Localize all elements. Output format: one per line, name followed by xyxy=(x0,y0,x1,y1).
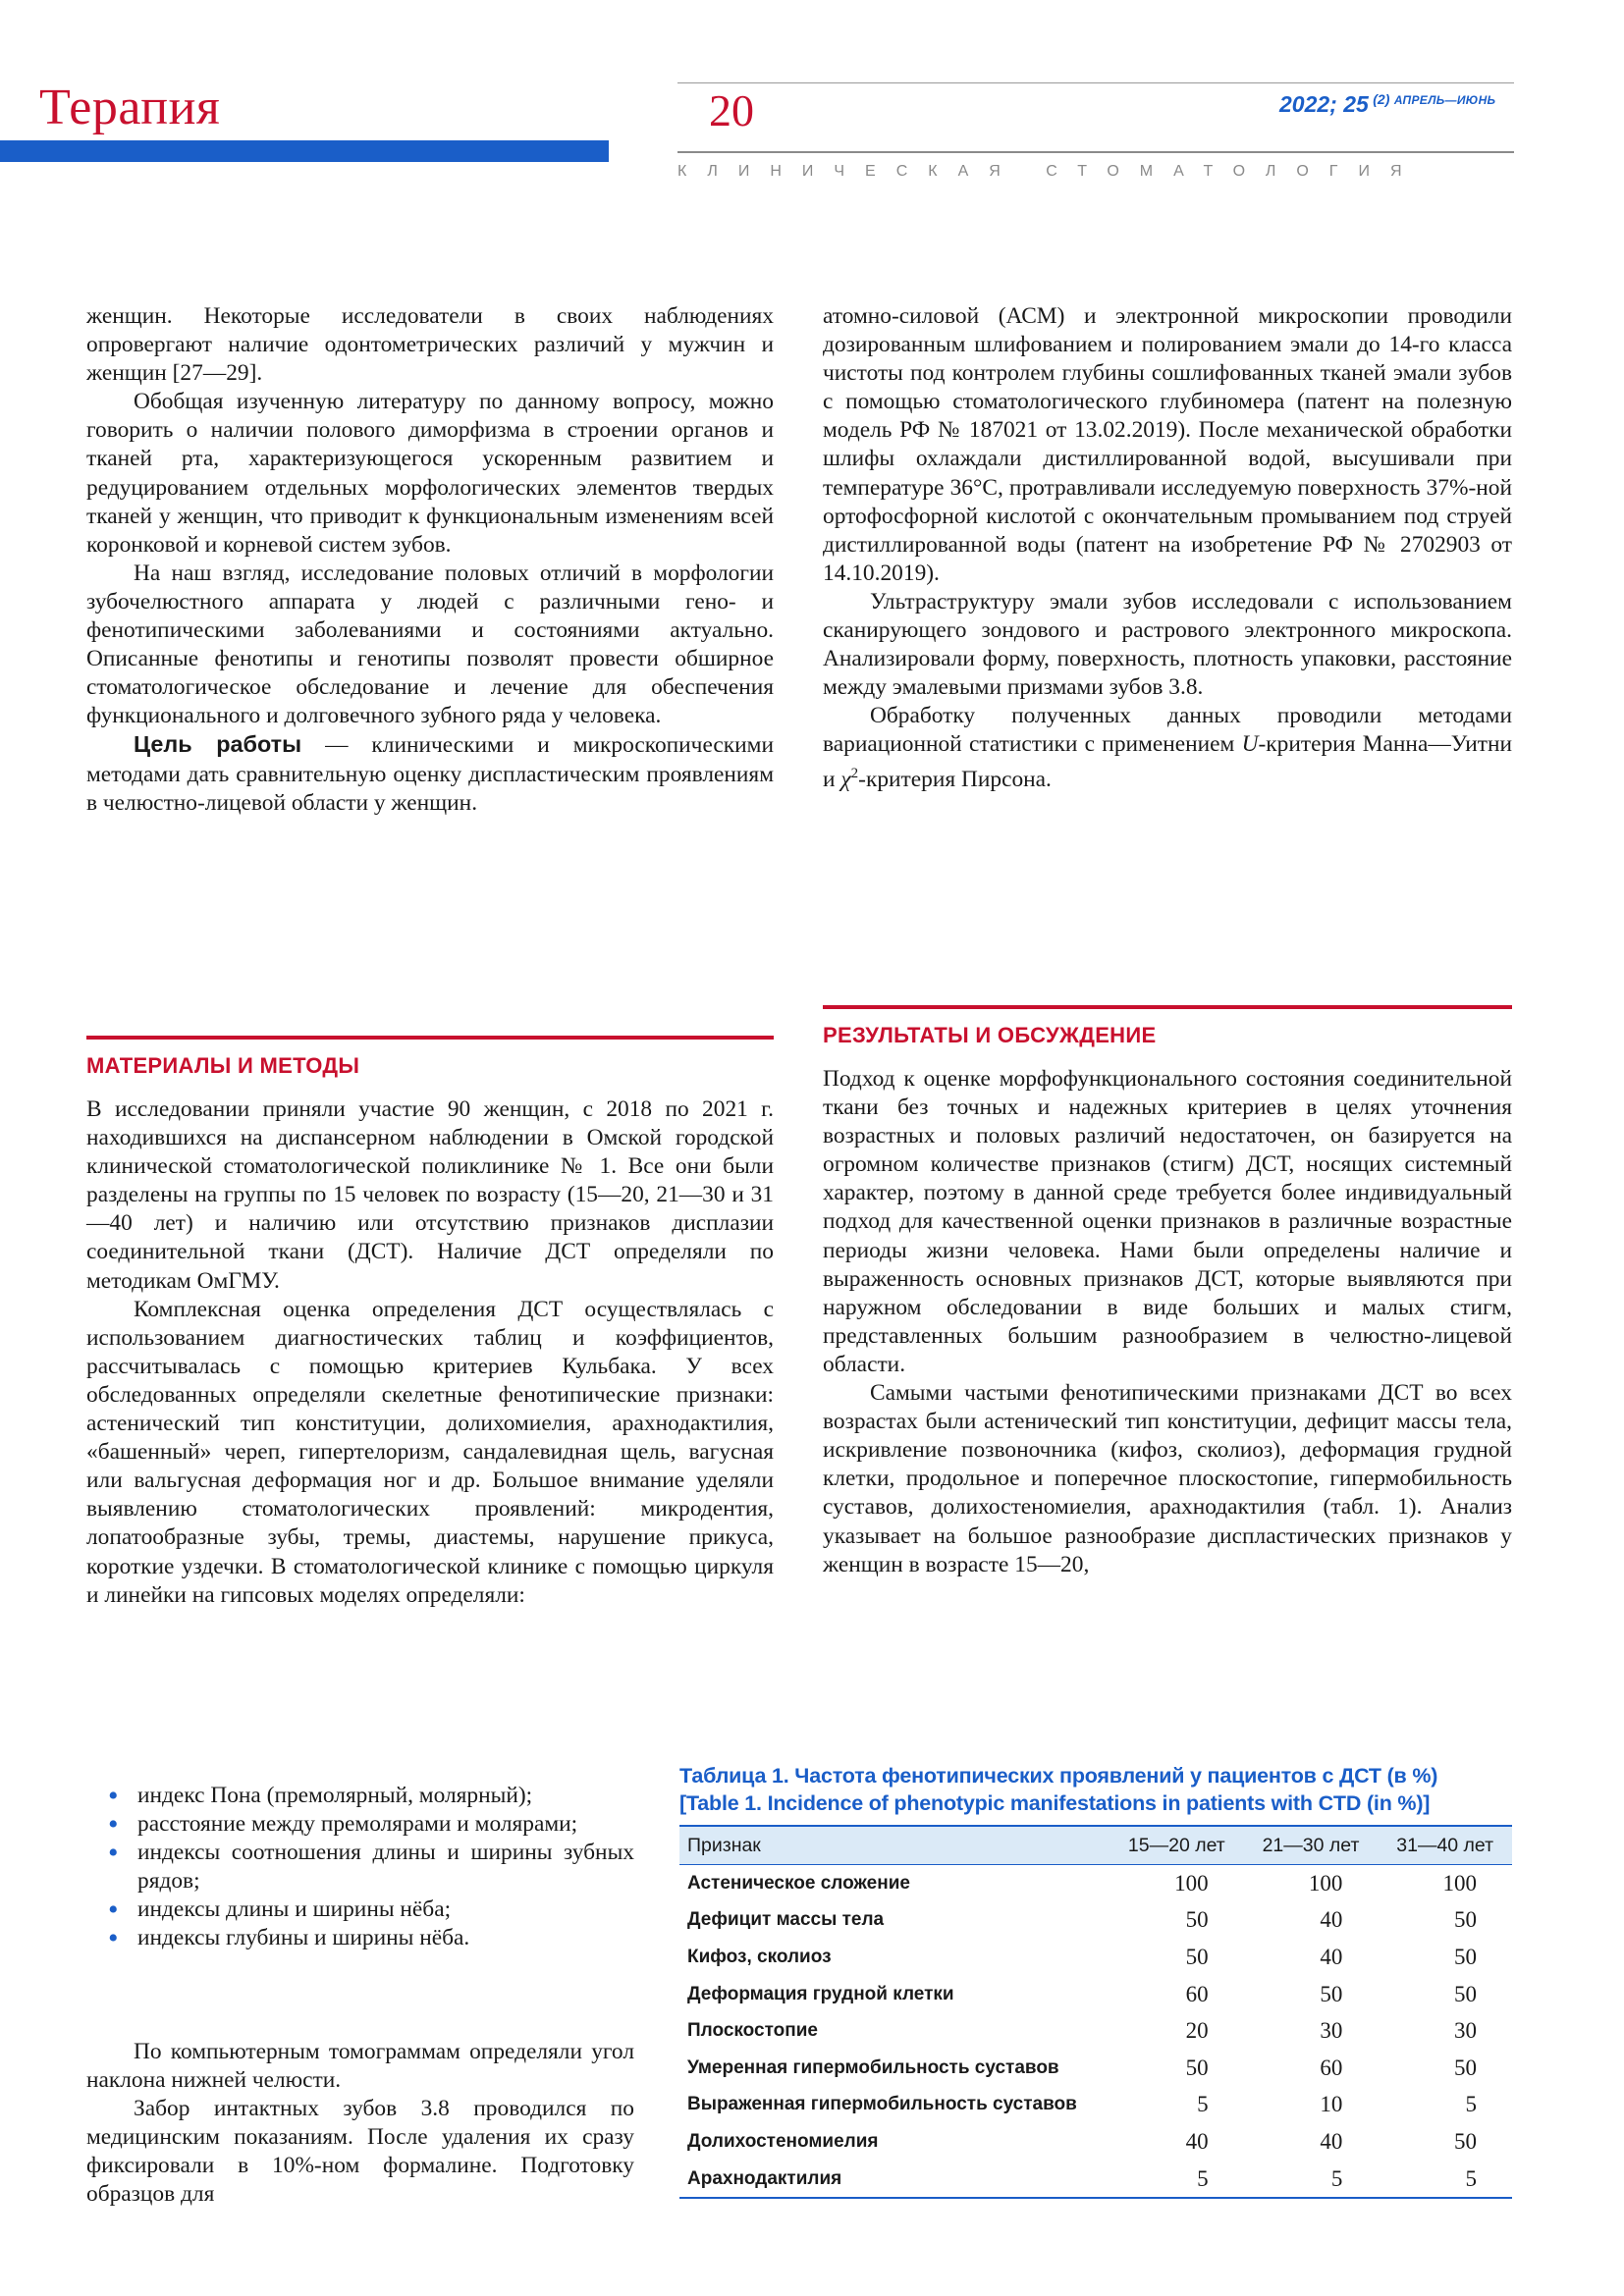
row-value: 100 xyxy=(1308,1870,1343,1896)
row-value: 5 xyxy=(1110,2161,1244,2199)
heading-rule xyxy=(86,1036,774,1040)
methods-text xyxy=(86,1095,774,1610)
methods-text-narrow xyxy=(108,1782,634,1953)
chi-symbol: χ xyxy=(840,766,851,792)
row-value: 10 xyxy=(1320,2092,1343,2117)
left-column xyxy=(86,302,774,818)
row-value: 40 xyxy=(1320,1907,1343,1933)
row-label: Умеренная гипермобильность суставов xyxy=(687,2056,1059,2078)
list-item: • индексы глубины и ширины нёба. xyxy=(108,1924,634,1952)
aim-text: — клиническими и микроскопическими методами дать сравнительную оценку диспластическим проявлениям в челюстно-лицевой области у женщин. xyxy=(86,732,774,816)
phenotype-table xyxy=(679,1825,1512,2199)
header-accent-bar xyxy=(0,140,609,162)
issue-year: 2022; 25 xyxy=(1279,91,1369,117)
chi-exponent: 2 xyxy=(850,765,859,781)
paragraph: Ультраструктуру эмали зубов исследовали с использованием сканирующего зондового и растрового электронного микроскопа. Анализировали форму, поверхность, плотность упаковки, расстояние между эмалевыми призмами зубов 3.8. xyxy=(823,588,1512,701)
row-value: 5 xyxy=(1378,2161,1512,2199)
paragraph: На наш взгляд, исследование половых отличий в морфологии зубочелюстного аппарата у людей с различными гено- и фенотипическими заболеваниями и состояниями актуально. Описанные фенотипы и генотипы позволят провести обширное стоматологическое обследование и лечение для обеспечения функционального и долговечного зубного ряда у человека. xyxy=(86,560,774,729)
row-value: 50 xyxy=(1454,1981,1477,2006)
row-label: Плоскостопие xyxy=(687,2020,818,2042)
paragraph: Забор интактных зубов 3.8 проводился по медицинским показаниям. После удаления их сразу фиксировали в 10%-ном формалине. Подготовку образцов для xyxy=(86,2096,634,2208)
row-value: 60 xyxy=(1185,1981,1209,2006)
row-value: 40 xyxy=(1185,2128,1209,2154)
results-heading: РЕЗУЛЬТАТЫ И ОБСУЖДЕНИЕ xyxy=(823,1023,1157,1047)
journal-name: КЛИНИЧЕСКАЯ СТОМАТОЛОГИЯ xyxy=(677,163,1423,180)
row-value: 50 xyxy=(1454,2128,1477,2154)
section-title: Терапия xyxy=(39,80,221,135)
aim-label: Цель работы xyxy=(134,731,302,758)
paragraph: женщин. Некоторые исследователи в своих наблюдениях опровергают наличие одонтометрических различий у мужчин и женщин [27—29]. xyxy=(86,303,774,387)
table-caption-english: [Table 1. Incidence of phenotypic manifestations in patients with CTD (in %)] xyxy=(679,1791,1431,1815)
paragraph: Комплексная оценка определения ДСТ осуществлялась с использованием диагностических таблиц и коэффициентов, рассчитывалась с помощью критериев Кульбака. У всех обследованных определяли скелетные фенотипические признаки: астенический тип конституции, долихомиелия, арахнодактилия, «башенный» череп, гипертелоризм, сандалевидная щель, вагусная или вальгусная деформация ног и др. Большое внимание уделяли выявлению стоматологических проявлений: микродентия, лопатообразные зубы, тремы, диастемы, нарушение прикуса, короткие уздечки. В стоматологической клинике с помощью циркуля и линейки на гипсовых моделях определяли: xyxy=(86,1296,774,1608)
row-label: Долихостеномиелия xyxy=(687,2130,879,2152)
row-label: Дефицит массы тела xyxy=(687,1909,885,1931)
row-value: 100 xyxy=(1442,1870,1477,1896)
row-value: 60 xyxy=(1320,2055,1343,2080)
row-value: 30 xyxy=(1454,2018,1477,2044)
statistics-paragraph xyxy=(823,702,1512,793)
header-rule xyxy=(677,82,1514,83)
row-value: 20 xyxy=(1185,2018,1209,2044)
list-item: • индексы длины и ширины нёба; xyxy=(108,1896,634,1924)
methods-heading: МАТЕРИАЛЫ И МЕТОДЫ xyxy=(86,1053,360,1078)
table-body xyxy=(679,1865,1512,2199)
results-heading-block xyxy=(823,1005,1512,1046)
column-header: 21—30 лет xyxy=(1244,1826,1379,1865)
row-value: 50 xyxy=(1454,1944,1477,1969)
issue-info xyxy=(1279,92,1495,116)
row-label: Кифоз, сколиоз xyxy=(687,1946,832,1967)
table-row xyxy=(679,2123,1512,2161)
table-1 xyxy=(679,1762,1512,2199)
right-column xyxy=(823,302,1512,793)
table-row xyxy=(679,2012,1512,2050)
paragraph: атомно-силовой (АСМ) и электронной микроскопии проводили дозированным шлифованием и полированием эмали до 14-го класса чистоты под контролем глубины сошлифованных тканей эмали зубов с помощью стоматологического глубиномера (патент на полезную модель РФ № 187021 от 13.02.2019). После механической обработки шлифы охлаждали дистиллированной водой, высушивали при температуре 36°С, протравливали исследуемую поверхность 37%-ной ортофосфорной кислотой с окончательным промыванием под струей дистиллированной воды (патент на изобретение РФ № 2702903 от 14.10.2019). xyxy=(823,303,1512,586)
row-value: 50 xyxy=(1454,2055,1477,2080)
table-row xyxy=(679,1939,1512,1976)
row-value: 5 xyxy=(1465,2092,1477,2117)
list-item: • индексы соотношения длины и ширины зубных рядов; xyxy=(108,1839,634,1896)
text-run: Обработку полученных данных проводили методами вариационной статистики с применением xyxy=(823,703,1512,758)
issue-number: (2) xyxy=(1373,91,1390,107)
table-row xyxy=(679,2050,1512,2087)
column-header: 31—40 лет xyxy=(1378,1826,1512,1865)
table-row xyxy=(679,2161,1512,2199)
table-header-row xyxy=(679,1826,1512,1865)
paragraph: По компьютерным томограммам определяли угол наклона нижней челюсти. xyxy=(86,2039,634,2094)
text-run: -критерия Манна—Уитни и xyxy=(823,731,1512,792)
header-rule-thick xyxy=(677,151,1514,153)
row-label: Выраженная гипермобильность суставов xyxy=(687,2094,1077,2115)
row-label: Астеническое сложение xyxy=(687,1872,910,1894)
table-caption: Таблица 1. Частота фенотипических проявлений у пациентов с ДСТ (в %) xyxy=(679,1764,1438,1788)
row-value: 5 xyxy=(1197,2092,1209,2117)
table-row xyxy=(679,1902,1512,1940)
row-value: 50 xyxy=(1454,1907,1477,1933)
results-text xyxy=(823,1065,1512,1579)
paragraph: Обобщая изученную литературу по данному вопросу, можно говорить о наличии полового диморфизма в строении органов и тканей рта, характеризующегося ускоренным развитием и редуцированием отдельных морфологических элементов твердых тканей у женщин, что приводит к функциональным изменениям всей коронковой и корневой систем зубов. xyxy=(86,389,774,558)
paragraph: В исследовании приняли участие 90 женщин, с 2018 по 2021 г. находившихся на диспансерном наблюдении в Омской городской клинической стоматологической поликлинике № 1. Все они были разделены на группы по 15 человек по возрасту (15—20, 21—30 и 31—40 лет) и наличию или отсутствию признаков дисплазии соединительной ткани (ДСТ). Наличие ДСТ определяли по методикам ОмГМУ. xyxy=(86,1096,774,1294)
paragraph: Самыми частыми фенотипическими признаками ДСТ во всех возрастах были астенический тип конституции, дефицит массы тела, искривление позвоночника (кифоз, сколиоз), деформация грудной клетки, продольное и поперечное плоскостопие, гипермобильность суставов, долихостеномиелия, арахнодактилия (табл. 1). Анализ указывает на большое разнообразие диспластических признаков у женщин в возрасте 15—20, xyxy=(823,1380,1512,1577)
issue-months: АПРЕЛЬ—ИЮНЬ xyxy=(1393,93,1496,107)
page-number: 20 xyxy=(709,85,754,135)
u-symbol: U xyxy=(1241,731,1259,758)
text-run: -критерия Пирсона. xyxy=(858,766,1052,792)
row-value: 40 xyxy=(1320,2128,1343,2154)
methods-text-narrow-2 xyxy=(86,2038,634,2210)
list-item: • расстояние между премолярами и молярами; xyxy=(108,1810,634,1839)
paragraph: Подход к оценке морфофункционального состояния соединительной ткани без точных и надежных критериев в целях уточнения возрастных и половых различий недостаточен, он базируется на огромном количестве признаков (стигм) ДСТ, носящих системный характер, поэтому в данной среде требуется более индивидуальный подход для качественной оценки признаков в различные возрастные периоды жизни человека. Нами были определены наличие и выраженность основных признаков ДСТ, которые выявляются при наружном обследовании в виде больших и малых стигм, представленных большим разнообразием в челюстно-лицевой области. xyxy=(823,1066,1512,1377)
row-label: Арахнодактилия xyxy=(679,2161,1110,2199)
row-value: 50 xyxy=(1185,1944,1209,1969)
table-row xyxy=(679,1865,1512,1902)
table-row xyxy=(679,2087,1512,2124)
measurement-list xyxy=(108,1782,634,1953)
heading-rule xyxy=(823,1005,1512,1009)
row-value: 50 xyxy=(1185,2055,1209,2080)
row-value: 40 xyxy=(1320,1944,1343,1969)
row-value: 5 xyxy=(1244,2161,1379,2199)
aim-paragraph xyxy=(86,730,774,817)
list-item: • индекс Пона (премолярный, молярный); xyxy=(108,1782,634,1810)
row-value: 100 xyxy=(1174,1870,1209,1896)
row-label: Деформация грудной клетки xyxy=(687,1983,954,2004)
row-value: 50 xyxy=(1185,1907,1209,1933)
table-row xyxy=(679,1976,1512,2013)
methods-heading-block xyxy=(86,1036,774,1077)
row-value: 50 xyxy=(1320,1981,1343,2006)
row-value: 30 xyxy=(1320,2018,1343,2044)
column-header: Признак xyxy=(679,1826,1110,1865)
column-header: 15—20 лет xyxy=(1110,1826,1244,1865)
